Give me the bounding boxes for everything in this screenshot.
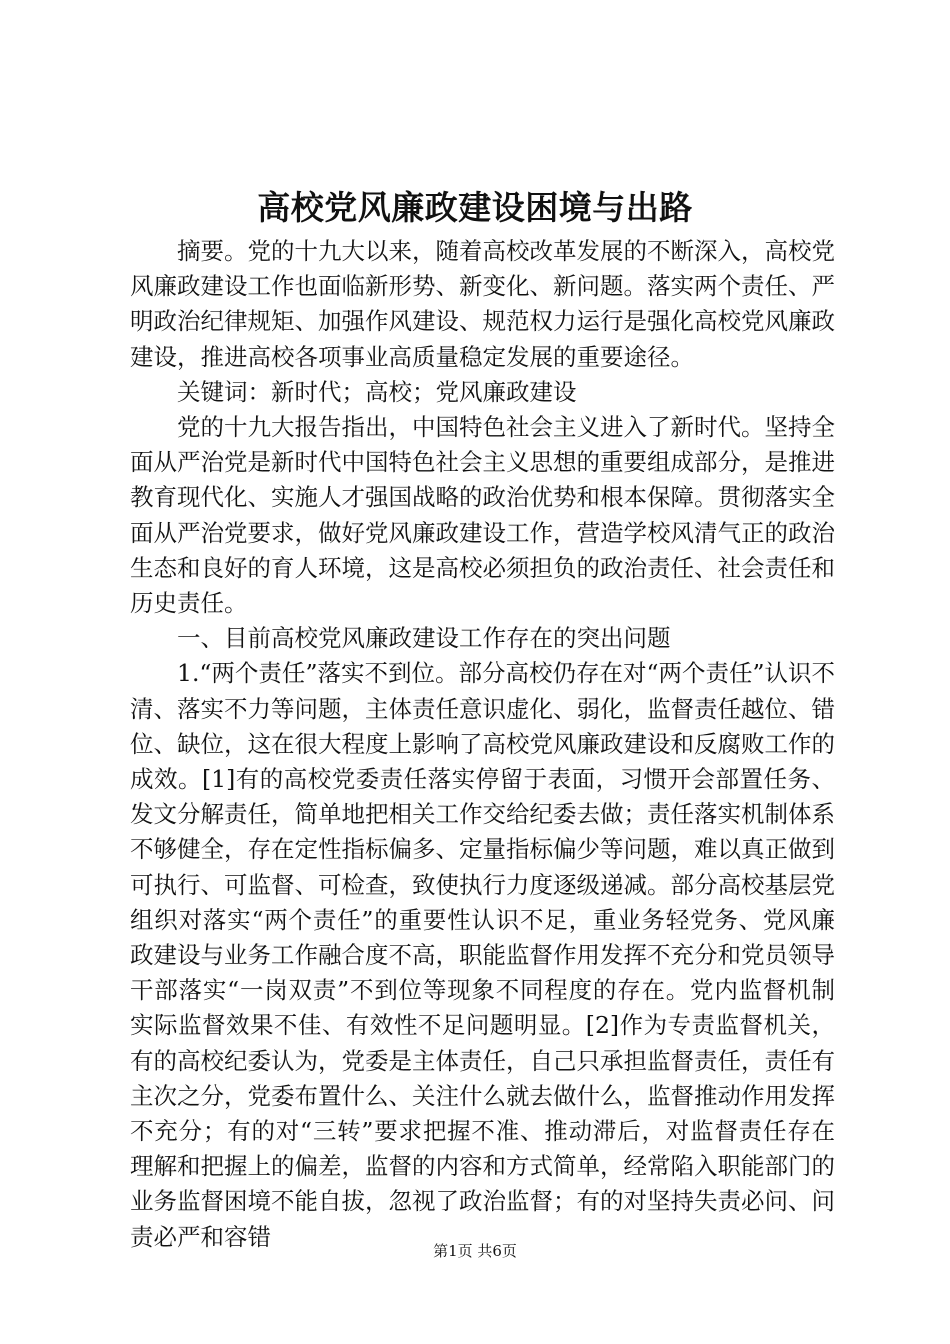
- intro-paragraph: 党的十九大报告指出，中国特色社会主义进入了新时代。坚持全面从严治党是新时代中国特色社会主义思想的重要组成部分，是推进教育现代化、实施人才强国战略的政治优势和根本保障。贯彻落实全面从严治党要求，做好党风廉政建设工作，营造学校风清气正的政治生态和良好的育人环境，这是高校必须担负的政治责任、社会责任和历史责任。: [130, 413, 835, 618]
- abstract-paragraph: 摘要。党的十九大以来，随着高校改革发展的不断深入，高校党风廉政建设工作也面临新形势、新变化、新问题。落实两个责任、严明政治纪律规矩、加强作风建设、规范权力运行是强化高校党风廉政建设，推进高校各项事业高质量稳定发展的重要途径。: [130, 237, 835, 371]
- keywords-paragraph: 关键词：新时代；高校；党风廉政建设: [177, 377, 577, 406]
- body-paragraph: 1.“两个责任”落实不到位。部分高校仍存在对“两个责任”认识不清、落实不力等问题，主体责任意识虚化、弱化，监督责任越位、错位、缺位，这在很大程度上影响了高校党风廉政建设和反腐败工作的成效。[1]有的高校党委责任落实停留于表面，习惯开会部置任务、发文分解责任，简单地把相关工作交给纪委去做；责任落实机制体系不够健全，存在定性指标偏多、定量指标偏少等问题，难以真正做到可执行、可监督、可检查，致使执行力度逐级递减。部分高校基层党组织对落实“两个责任”的重要性认识不足，重业务轻党务、党风廉政建设与业务工作融合度不高，职能监督作用发挥不充分和党员领导干部落实“一岗双责”不到位等现象不同程度的存在。党内监督机制实际监督效果不佳、有效性不足问题明显。[2]作为专责监督机关，有的高校纪委认为，党委是主体责任，自己只承担监督责任，责任有主次之分，党委布置什么、关注什么就去做什么，监督推动作用发挥不充分；有的对“三转”要求把握不准、推动滞后，对监督责任存在理解和把握上的偏差，监督的内容和方式简单，经常陷入职能部门的业务监督困境不能自拔，忽视了政治监督；有的对坚持失责必问、问责必严和容错: [130, 659, 835, 1251]
- section-heading: 一、目前高校党风廉政建设工作存在的突出问题: [177, 624, 671, 653]
- page-number-footer: 第1页 共6页: [433, 1242, 517, 1260]
- document-body: [130, 234, 835, 1255]
- document-title: 高校党风廉政建设困境与出路: [257, 188, 693, 227]
